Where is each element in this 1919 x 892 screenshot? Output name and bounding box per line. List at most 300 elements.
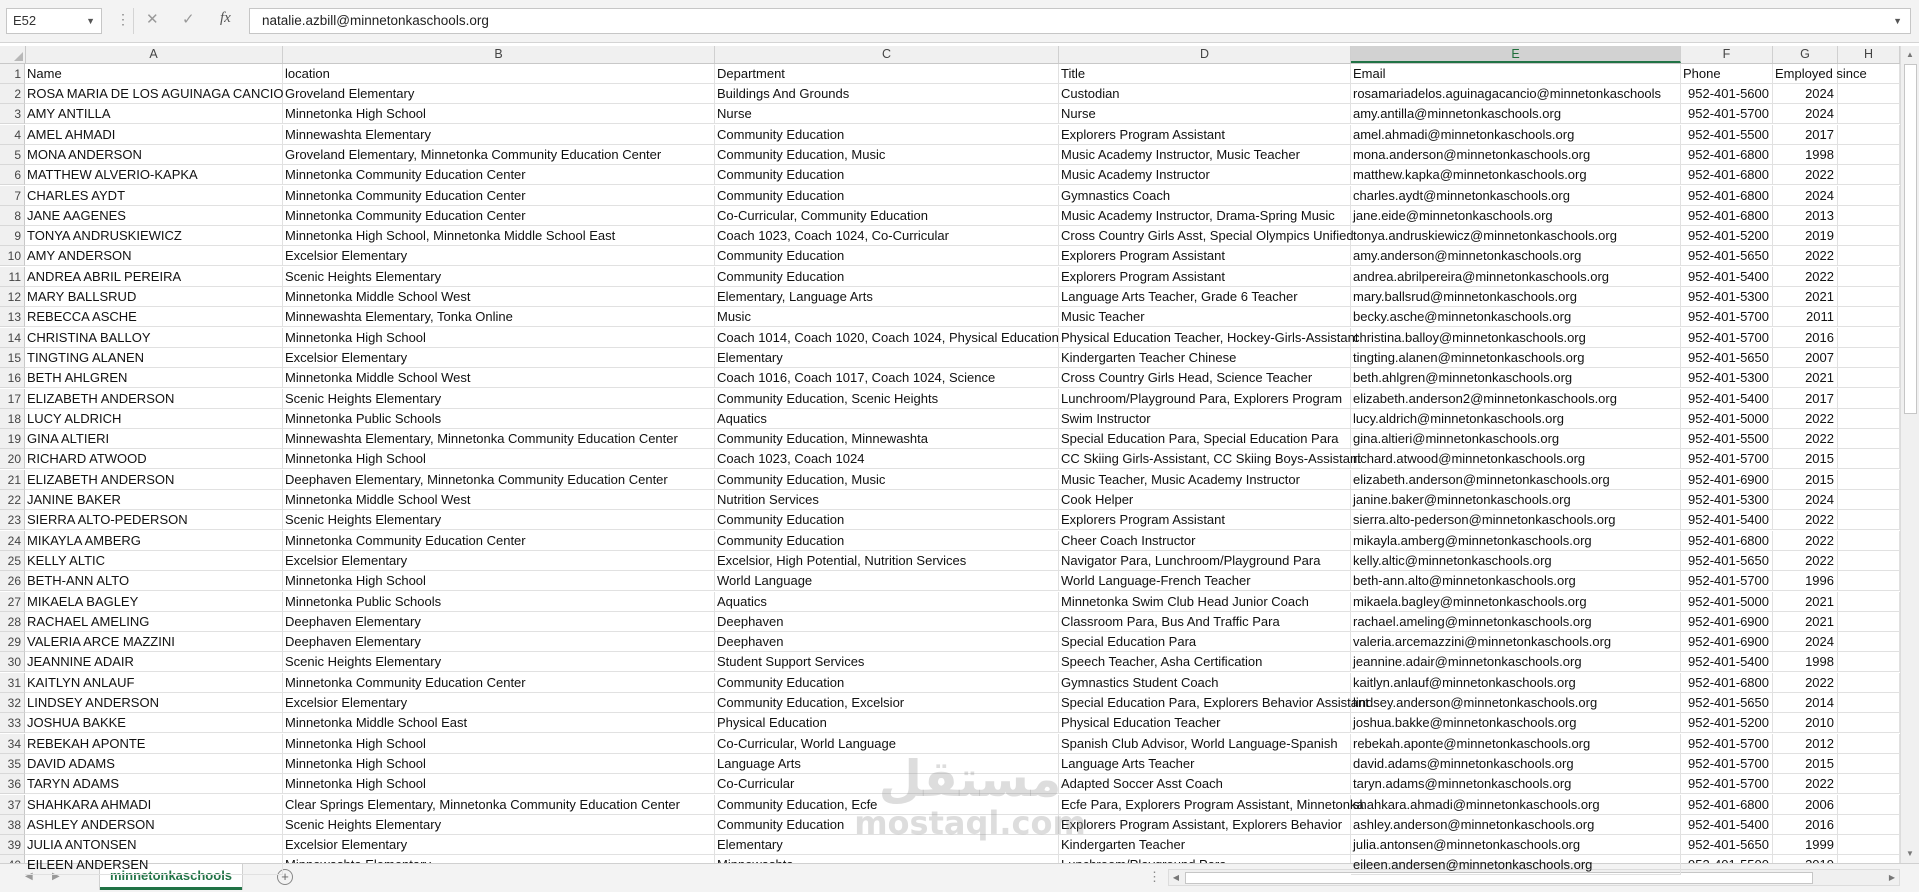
cell-g[interactable]: 2017 <box>1773 125 1838 145</box>
cell-f[interactable]: 952-401-6800 <box>1681 206 1773 226</box>
cell-d[interactable]: World Language-French Teacher <box>1059 571 1351 591</box>
cell-h[interactable] <box>1838 368 1900 388</box>
row-header[interactable]: 19 <box>0 429 25 449</box>
cell-c[interactable]: Community Education <box>715 165 1059 185</box>
cell-g[interactable]: 2015 <box>1773 754 1838 774</box>
cell-d[interactable]: Adapted Soccer Asst Coach <box>1059 774 1351 794</box>
row-header[interactable]: 9 <box>0 226 25 246</box>
chevron-down-icon[interactable]: ▼ <box>86 16 95 26</box>
cell-h[interactable] <box>1838 531 1900 551</box>
cell-e[interactable]: tonya.andruskiewicz@minnetonkaschools.org <box>1351 226 1681 246</box>
cell-g[interactable]: 1999 <box>1773 835 1838 855</box>
row-header[interactable]: 35 <box>0 754 25 774</box>
cell-g[interactable]: 2007 <box>1773 348 1838 368</box>
cell-f[interactable]: 952-401-6800 <box>1681 673 1773 693</box>
cell-e[interactable]: amy.anderson@minnetonkaschools.org <box>1351 246 1681 266</box>
cell-a[interactable]: KELLY ALTIC <box>25 551 283 571</box>
cell-a[interactable]: AMY ANDERSON <box>25 246 283 266</box>
cell-h[interactable] <box>1838 815 1900 835</box>
cell-g[interactable]: 2024 <box>1773 186 1838 206</box>
row-header[interactable]: 15 <box>0 348 25 368</box>
cell-f[interactable]: 952-401-5400 <box>1681 510 1773 530</box>
cell-b[interactable]: Minnetonka High School <box>283 328 715 348</box>
cell-e[interactable]: sierra.alto-pederson@minnetonkaschools.org <box>1351 510 1681 530</box>
row-header[interactable]: 21 <box>0 470 25 490</box>
cell-f[interactable]: 952-401-5400 <box>1681 652 1773 672</box>
cell-g[interactable]: 2016 <box>1773 328 1838 348</box>
row-header[interactable]: 20 <box>0 449 25 469</box>
cell-h[interactable] <box>1838 652 1900 672</box>
cell-b[interactable]: Minnetonka Middle School East <box>283 713 715 733</box>
row-header[interactable]: 30 <box>0 652 25 672</box>
cell-d[interactable]: Nurse <box>1059 104 1351 124</box>
cell-e[interactable]: mikayla.amberg@minnetonkaschools.org <box>1351 531 1681 551</box>
cell-a[interactable]: TARYN ADAMS <box>25 774 283 794</box>
cell-b[interactable]: Minnetonka Public Schools <box>283 409 715 429</box>
cell-h[interactable] <box>1838 246 1900 266</box>
scroll-down-icon[interactable]: ▼ <box>1906 849 1914 858</box>
cell-h[interactable] <box>1838 287 1900 307</box>
cell-d[interactable]: Explorers Program Assistant <box>1059 267 1351 287</box>
cell-d[interactable]: Gymnastics Coach <box>1059 186 1351 206</box>
column-header-d[interactable]: D <box>1059 46 1351 63</box>
cell-b[interactable]: Excelsior Elementary <box>283 835 715 855</box>
header-cell-f[interactable]: Phone <box>1681 64 1773 84</box>
cell-d[interactable]: Cross Country Girls Asst, Special Olympics Unified <box>1059 226 1351 246</box>
sheet-tab-minnetonkaschools[interactable]: minnetonkaschools <box>100 864 242 890</box>
cell-g[interactable]: 2024 <box>1773 632 1838 652</box>
cell-c[interactable]: Elementary <box>715 348 1059 368</box>
cell-f[interactable]: 952-401-5700 <box>1681 328 1773 348</box>
cell-f[interactable]: 952-401-6800 <box>1681 531 1773 551</box>
cell-e[interactable]: jane.eide@minnetonkaschools.org <box>1351 206 1681 226</box>
cell-h[interactable] <box>1838 490 1900 510</box>
cell-g[interactable]: 2022 <box>1773 165 1838 185</box>
cell-b[interactable]: Minnewashta Elementary, Minnetonka Community Education Center <box>283 429 715 449</box>
cell-f[interactable]: 952-401-6800 <box>1681 186 1773 206</box>
cell-g[interactable]: 2014 <box>1773 693 1838 713</box>
row-header[interactable]: 27 <box>0 592 25 612</box>
cell-b[interactable]: Minnetonka Community Education Center <box>283 165 715 185</box>
cell-h[interactable] <box>1838 328 1900 348</box>
cell-g[interactable]: 2024 <box>1773 104 1838 124</box>
cell-h[interactable] <box>1838 510 1900 530</box>
cell-d[interactable]: Music Academy Instructor, Music Teacher <box>1059 145 1351 165</box>
cell-b[interactable]: Scenic Heights Elementary <box>283 267 715 287</box>
cell-d[interactable]: Music Academy Instructor <box>1059 165 1351 185</box>
cell-e[interactable]: shahkara.ahmadi@minnetonkaschools.org <box>1351 795 1681 815</box>
cell-c[interactable]: Co-Curricular <box>715 774 1059 794</box>
cell-d[interactable]: Language Arts Teacher <box>1059 754 1351 774</box>
cell-e[interactable]: christina.balloy@minnetonkaschools.org <box>1351 328 1681 348</box>
cell-f[interactable]: 952-401-5700 <box>1681 734 1773 754</box>
cell-g[interactable]: 2022 <box>1773 429 1838 449</box>
cell-e[interactable]: joshua.bakke@minnetonkaschools.org <box>1351 713 1681 733</box>
cell-h[interactable] <box>1838 348 1900 368</box>
cell-f[interactable]: 952-401-5600 <box>1681 84 1773 104</box>
cell-e[interactable]: matthew.kapka@minnetonkaschools.org <box>1351 165 1681 185</box>
cell-a[interactable]: REBEKAH APONTE <box>25 734 283 754</box>
cell-f[interactable]: 952-401-6800 <box>1681 165 1773 185</box>
cell-b[interactable]: Minnewashta Elementary, Tonka Online <box>283 307 715 327</box>
cell-a[interactable]: MIKAYLA AMBERG <box>25 531 283 551</box>
cell-a[interactable]: CHRISTINA BALLOY <box>25 328 283 348</box>
cell-h[interactable] <box>1838 226 1900 246</box>
cell-f[interactable]: 952-401-5400 <box>1681 815 1773 835</box>
cell-a[interactable]: MIKAELA BAGLEY <box>25 592 283 612</box>
cell-g[interactable]: 2010 <box>1773 713 1838 733</box>
cell-c[interactable]: Deephaven <box>715 612 1059 632</box>
cell-f[interactable]: 952-401-5650 <box>1681 693 1773 713</box>
cell-a[interactable]: ANDREA ABRIL PEREIRA <box>25 267 283 287</box>
cell-e[interactable]: valeria.arcemazzini@minnetonkaschools.org <box>1351 632 1681 652</box>
cell-a[interactable]: ELIZABETH ANDERSON <box>25 389 283 409</box>
row-header[interactable]: 28 <box>0 612 25 632</box>
cell-a[interactable]: REBECCA ASCHE <box>25 307 283 327</box>
cell-h[interactable] <box>1838 571 1900 591</box>
cell-h[interactable] <box>1838 165 1900 185</box>
cell-a[interactable]: KAITLYN ANLAUF <box>25 673 283 693</box>
cell-h[interactable] <box>1838 186 1900 206</box>
cell-b[interactable]: Excelsior Elementary <box>283 246 715 266</box>
cell-h[interactable] <box>1838 754 1900 774</box>
cell-c[interactable]: Student Support Services <box>715 652 1059 672</box>
cell-g[interactable]: 2021 <box>1773 368 1838 388</box>
cell-f[interactable]: 952-401-5000 <box>1681 592 1773 612</box>
cell-e[interactable]: andrea.abrilpereira@minnetonkaschools.org <box>1351 267 1681 287</box>
cell-d[interactable]: Music Teacher <box>1059 307 1351 327</box>
cell-f[interactable]: 952-401-5700 <box>1681 449 1773 469</box>
cell-d[interactable]: Explorers Program Assistant <box>1059 246 1351 266</box>
cell-d[interactable]: Special Education Para, Explorers Behavior Assistant <box>1059 693 1351 713</box>
cell-h[interactable] <box>1838 734 1900 754</box>
cell-c[interactable]: Community Education <box>715 125 1059 145</box>
cell-e[interactable]: julia.antonsen@minnetonkaschools.org <box>1351 835 1681 855</box>
cell-h[interactable] <box>1838 470 1900 490</box>
cell-g[interactable]: 2022 <box>1773 409 1838 429</box>
cell-f[interactable]: 952-401-5200 <box>1681 226 1773 246</box>
cell-d[interactable]: Navigator Para, Lunchroom/Playground Para <box>1059 551 1351 571</box>
cell-b[interactable]: Minnetonka High School <box>283 754 715 774</box>
cell-c[interactable]: Community Education, Excelsior <box>715 693 1059 713</box>
header-cell-b[interactable]: location <box>283 64 715 84</box>
cell-c[interactable]: Community Education <box>715 267 1059 287</box>
cell-f[interactable]: 952-401-5650 <box>1681 835 1773 855</box>
cell-a[interactable]: SIERRA ALTO-PEDERSON <box>25 510 283 530</box>
cell-f[interactable]: 952-401-5650 <box>1681 551 1773 571</box>
cell-b[interactable]: Minnetonka Community Education Center <box>283 206 715 226</box>
cell-e[interactable]: lucy.aldrich@minnetonkaschools.org <box>1351 409 1681 429</box>
cell-a[interactable]: TONYA ANDRUSKIEWICZ <box>25 226 283 246</box>
header-cell-g[interactable]: Employed since <box>1773 64 1838 84</box>
cell-e[interactable]: kelly.altic@minnetonkaschools.org <box>1351 551 1681 571</box>
vertical-scrollbar[interactable] <box>1900 46 1919 863</box>
cell-f[interactable]: 952-401-5400 <box>1681 389 1773 409</box>
cell-f[interactable]: 952-401-5300 <box>1681 368 1773 388</box>
cell-a[interactable]: JANINE BAKER <box>25 490 283 510</box>
cell-f[interactable]: 952-401-5650 <box>1681 246 1773 266</box>
cell-b[interactable]: Minnetonka Community Education Center <box>283 531 715 551</box>
cell-e[interactable]: rosamariadelos.aguinagacancio@minnetonkaschools <box>1351 84 1681 104</box>
cell-h[interactable] <box>1838 632 1900 652</box>
cell-a[interactable]: MARY BALLSRUD <box>25 287 283 307</box>
scroll-left-icon[interactable]: ◀ <box>1172 873 1180 882</box>
cell-g[interactable]: 1998 <box>1773 145 1838 165</box>
cell-h[interactable] <box>1838 145 1900 165</box>
cell-d[interactable]: Special Education Para <box>1059 632 1351 652</box>
row-header[interactable]: 11 <box>0 267 25 287</box>
cell-c[interactable]: Aquatics <box>715 409 1059 429</box>
cell-a[interactable]: JEANNINE ADAIR <box>25 652 283 672</box>
cell-e[interactable]: david.adams@minnetonkaschools.org <box>1351 754 1681 774</box>
cell-b[interactable]: Clear Springs Elementary, Minnetonka Community Education Center <box>283 795 715 815</box>
cell-f[interactable]: 952-401-5300 <box>1681 490 1773 510</box>
cell-f[interactable]: 952-401-5700 <box>1681 307 1773 327</box>
cell-a[interactable]: ELIZABETH ANDERSON <box>25 470 283 490</box>
cell-a[interactable]: SHAHKARA AHMADI <box>25 795 283 815</box>
cell-f[interactable]: 952-401-5700 <box>1681 774 1773 794</box>
cell-e[interactable]: beth.ahlgren@minnetonkaschools.org <box>1351 368 1681 388</box>
cell-c[interactable]: Elementary <box>715 835 1059 855</box>
cell-d[interactable]: Physical Education Teacher, Hockey-Girls-Assistant <box>1059 328 1351 348</box>
cell-h[interactable] <box>1838 409 1900 429</box>
cell-e[interactable]: beth-ann.alto@minnetonkaschools.org <box>1351 571 1681 591</box>
cell-d[interactable]: Cheer Coach Instructor <box>1059 531 1351 551</box>
cell-b[interactable]: Minnetonka High School <box>283 104 715 124</box>
cell-h[interactable] <box>1838 592 1900 612</box>
cell-c[interactable]: Coach 1016, Coach 1017, Coach 1024, Science <box>715 368 1059 388</box>
cell-c[interactable]: Co-Curricular, Community Education <box>715 206 1059 226</box>
row-header[interactable]: 25 <box>0 551 25 571</box>
cell-e[interactable]: richard.atwood@minnetonkaschools.org <box>1351 449 1681 469</box>
cell-e[interactable]: taryn.adams@minnetonkaschools.org <box>1351 774 1681 794</box>
cell-f[interactable]: 952-401-5700 <box>1681 571 1773 591</box>
cell-f[interactable]: 952-401-5500 <box>1681 125 1773 145</box>
cell-c[interactable]: Elementary, Language Arts <box>715 287 1059 307</box>
cell-c[interactable]: World Language <box>715 571 1059 591</box>
row-header[interactable]: 29 <box>0 632 25 652</box>
row-header[interactable]: 2 <box>0 84 25 104</box>
cell-c[interactable]: Community Education, Music <box>715 145 1059 165</box>
cell-h[interactable] <box>1838 612 1900 632</box>
cell-a[interactable]: BETH-ANN ALTO <box>25 571 283 591</box>
cell-g[interactable]: 2006 <box>1773 795 1838 815</box>
cell-c[interactable]: Coach 1014, Coach 1020, Coach 1024, Physical Education <box>715 328 1059 348</box>
cell-f[interactable]: 952-401-5200 <box>1681 713 1773 733</box>
cell-d[interactable]: Explorers Program Assistant <box>1059 510 1351 530</box>
cell-g[interactable]: 1998 <box>1773 652 1838 672</box>
cell-b[interactable]: Minnetonka High School <box>283 571 715 591</box>
cell-e[interactable]: eileen.andersen@minnetonkaschools.org <box>1351 855 1681 875</box>
cell-f[interactable]: 952-401-5650 <box>1681 348 1773 368</box>
cell-b[interactable]: Minnetonka Public Schools <box>283 592 715 612</box>
cell-e[interactable]: rachael.ameling@minnetonkaschools.org <box>1351 612 1681 632</box>
cell-e[interactable]: gina.altieri@minnetonkaschools.org <box>1351 429 1681 449</box>
cell-c[interactable]: Community Education, Music <box>715 470 1059 490</box>
cell-h[interactable] <box>1838 449 1900 469</box>
cell-c[interactable]: Language Arts <box>715 754 1059 774</box>
cell-g[interactable]: 2021 <box>1773 592 1838 612</box>
cell-b[interactable]: Minnetonka Middle School West <box>283 287 715 307</box>
cell-a[interactable]: JULIA ANTONSEN <box>25 835 283 855</box>
cell-h[interactable] <box>1838 267 1900 287</box>
cell-a[interactable]: GINA ALTIERI <box>25 429 283 449</box>
expand-icon[interactable]: ▼ <box>1893 16 1902 26</box>
cell-h[interactable] <box>1838 104 1900 124</box>
function-icon[interactable]: fx <box>220 10 231 26</box>
cell-c[interactable]: Community Education <box>715 531 1059 551</box>
cell-b[interactable]: Minnewashta Elementary <box>283 125 715 145</box>
cell-a[interactable]: LUCY ALDRICH <box>25 409 283 429</box>
cell-e[interactable]: jeannine.adair@minnetonkaschools.org <box>1351 652 1681 672</box>
cell-f[interactable]: 952-401-5500 <box>1681 429 1773 449</box>
row-header[interactable]: 32 <box>0 693 25 713</box>
cell-a[interactable]: RACHAEL AMELING <box>25 612 283 632</box>
cell-a[interactable]: JANE AAGENES <box>25 206 283 226</box>
cell-b[interactable]: Deephaven Elementary, Minnetonka Community Education Center <box>283 470 715 490</box>
cell-e[interactable]: lindsey.anderson@minnetonkaschools.org <box>1351 693 1681 713</box>
row-header[interactable]: 24 <box>0 531 25 551</box>
cell-a[interactable]: EILEEN ANDERSEN <box>25 855 283 875</box>
cell-g[interactable]: 2019 <box>1773 226 1838 246</box>
row-header[interactable]: 16 <box>0 368 25 388</box>
cell-c[interactable]: Community Education, Ecfe <box>715 795 1059 815</box>
cell-h[interactable] <box>1838 774 1900 794</box>
cell-b[interactable]: Excelsior Elementary <box>283 348 715 368</box>
row-header[interactable]: 4 <box>0 125 25 145</box>
cell-c[interactable]: Deephaven <box>715 632 1059 652</box>
cell-b[interactable]: Minnetonka Middle School West <box>283 368 715 388</box>
cell-a[interactable]: RICHARD ATWOOD <box>25 449 283 469</box>
cell-b[interactable]: Groveland Elementary, Minnetonka Community Education Center <box>283 145 715 165</box>
header-cell-a[interactable]: Name <box>25 64 283 84</box>
cell-c[interactable]: Community Education <box>715 246 1059 266</box>
cell-f[interactable]: 952-401-6800 <box>1681 795 1773 815</box>
cell-g[interactable]: 2024 <box>1773 84 1838 104</box>
column-header-a[interactable]: A <box>25 46 283 63</box>
cell-f[interactable]: 952-401-6900 <box>1681 632 1773 652</box>
row-header[interactable]: 12 <box>0 287 25 307</box>
cell-c[interactable]: Coach 1023, Coach 1024 <box>715 449 1059 469</box>
cell-g[interactable]: 2017 <box>1773 389 1838 409</box>
cell-h[interactable] <box>1838 206 1900 226</box>
cell-h[interactable] <box>1838 673 1900 693</box>
cell-e[interactable]: amel.ahmadi@minnetonkaschools.org <box>1351 125 1681 145</box>
cell-c[interactable]: Aquatics <box>715 592 1059 612</box>
header-cell-c[interactable]: Department <box>715 64 1059 84</box>
cell-c[interactable]: Community Education <box>715 186 1059 206</box>
cell-h[interactable] <box>1838 389 1900 409</box>
row-header[interactable]: 8 <box>0 206 25 226</box>
cell-f[interactable]: 952-401-6800 <box>1681 145 1773 165</box>
cell-d[interactable]: Explorers Program Assistant, Explorers Behavior <box>1059 815 1351 835</box>
cell-e[interactable]: mary.ballsrud@minnetonkaschools.org <box>1351 287 1681 307</box>
cell-b[interactable]: Minnetonka High School, Minnetonka Middle School East <box>283 226 715 246</box>
column-header-e[interactable]: E <box>1351 46 1681 63</box>
cell-e[interactable]: elizabeth.anderson2@minnetonkaschools.org <box>1351 389 1681 409</box>
cell-b[interactable]: Scenic Heights Elementary <box>283 389 715 409</box>
row-header[interactable]: 31 <box>0 673 25 693</box>
row-header[interactable]: 34 <box>0 734 25 754</box>
cell-d[interactable]: Ecfe Para, Explorers Program Assistant, Minnetonka <box>1059 795 1351 815</box>
header-cell-d[interactable]: Title <box>1059 64 1351 84</box>
scroll-up-icon[interactable]: ▲ <box>1906 50 1914 59</box>
cell-e[interactable]: amy.antilla@minnetonkaschools.org <box>1351 104 1681 124</box>
cell-d[interactable]: Language Arts Teacher, Grade 6 Teacher <box>1059 287 1351 307</box>
cell-g[interactable]: 2024 <box>1773 490 1838 510</box>
cell-g[interactable]: 2016 <box>1773 815 1838 835</box>
row-header[interactable]: 33 <box>0 713 25 733</box>
column-header-h[interactable]: H <box>1838 46 1900 63</box>
cell-c[interactable]: Community Education <box>715 673 1059 693</box>
cell-d[interactable]: Kindergarten Teacher Chinese <box>1059 348 1351 368</box>
column-header-g[interactable]: G <box>1773 46 1838 63</box>
row-header[interactable]: 6 <box>0 165 25 185</box>
cell-b[interactable]: Groveland Elementary <box>283 84 715 104</box>
add-sheet-icon[interactable]: + <box>277 869 293 885</box>
cell-g[interactable]: 2021 <box>1773 612 1838 632</box>
cell-d[interactable]: Minnetonka Swim Club Head Junior Coach <box>1059 592 1351 612</box>
cell-g[interactable]: 2021 <box>1773 287 1838 307</box>
cell-d[interactable]: Music Academy Instructor, Drama-Spring Music <box>1059 206 1351 226</box>
cell-e[interactable]: mikaela.bagley@minnetonkaschools.org <box>1351 592 1681 612</box>
cell-c[interactable]: Excelsior, High Potential, Nutrition Services <box>715 551 1059 571</box>
row-header[interactable]: 38 <box>0 815 25 835</box>
row-header[interactable]: 3 <box>0 104 25 124</box>
cell-b[interactable]: Deephaven Elementary <box>283 612 715 632</box>
scroll-right-icon[interactable]: ▶ <box>1888 873 1896 882</box>
cell-b[interactable]: Deephaven Elementary <box>283 632 715 652</box>
cell-f[interactable]: 952-401-5000 <box>1681 409 1773 429</box>
row-header[interactable]: 14 <box>0 328 25 348</box>
cell-e[interactable]: mona.anderson@minnetonkaschools.org <box>1351 145 1681 165</box>
cell-h[interactable] <box>1838 795 1900 815</box>
cell-g[interactable]: 2022 <box>1773 673 1838 693</box>
column-header-b[interactable]: B <box>283 46 715 63</box>
cell-f[interactable]: 952-401-5700 <box>1681 104 1773 124</box>
cell-e[interactable]: becky.asche@minnetonkaschools.org <box>1351 307 1681 327</box>
cell-a[interactable]: BETH AHLGREN <box>25 368 283 388</box>
row-header[interactable]: 23 <box>0 510 25 530</box>
row-header[interactable]: 18 <box>0 409 25 429</box>
cell-g[interactable]: 2015 <box>1773 449 1838 469</box>
cell-c[interactable]: Nurse <box>715 104 1059 124</box>
cell-b[interactable]: Minnetonka Community Education Center <box>283 186 715 206</box>
cell-h[interactable] <box>1838 693 1900 713</box>
cell-h[interactable] <box>1838 429 1900 449</box>
cell-a[interactable]: JOSHUA BAKKE <box>25 713 283 733</box>
row-header[interactable]: 1 <box>0 64 25 84</box>
cell-b[interactable]: Scenic Heights Elementary <box>283 652 715 672</box>
cell-d[interactable]: Swim Instructor <box>1059 409 1351 429</box>
header-cell-e[interactable]: Email <box>1351 64 1681 84</box>
cell-d[interactable]: Cross Country Girls Head, Science Teacher <box>1059 368 1351 388</box>
cell-g[interactable]: 2011 <box>1773 307 1838 327</box>
cell-d[interactable]: CC Skiing Girls-Assistant, CC Skiing Boys-Assistant <box>1059 449 1351 469</box>
cell-h[interactable] <box>1838 713 1900 733</box>
cell-c[interactable]: Community Education, Minnewashta <box>715 429 1059 449</box>
vertical-scroll-thumb[interactable] <box>1904 64 1917 414</box>
cell-e[interactable]: ashley.anderson@minnetonkaschools.org <box>1351 815 1681 835</box>
cell-f[interactable]: 952-401-5300 <box>1681 287 1773 307</box>
cell-b[interactable]: Minnetonka Community Education Center <box>283 673 715 693</box>
cell-d[interactable]: Classroom Para, Bus And Traffic Para <box>1059 612 1351 632</box>
cell-b[interactable]: Minnetonka High School <box>283 774 715 794</box>
cell-b[interactable]: Excelsior Elementary <box>283 693 715 713</box>
row-header[interactable]: 5 <box>0 145 25 165</box>
cell-c[interactable]: Nutrition Services <box>715 490 1059 510</box>
select-all-corner[interactable] <box>0 46 26 63</box>
